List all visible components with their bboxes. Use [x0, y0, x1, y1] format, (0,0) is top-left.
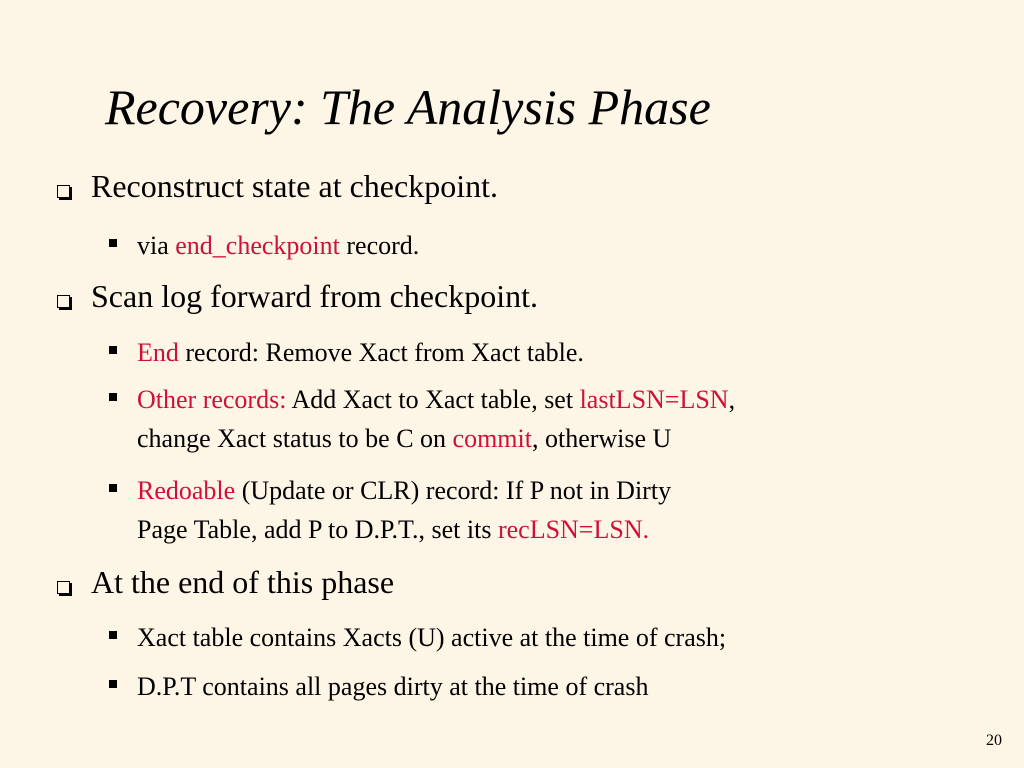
highlight-term: lastLSN=LSN — [579, 385, 729, 414]
sub-bullet-text: via — [137, 231, 176, 260]
bullet-text: At the end of this phase — [91, 564, 395, 600]
square-bullet-icon — [109, 680, 117, 688]
sub-bullet-text: (Update or CLR) record: If P not in Dirty — [235, 476, 672, 505]
square-bullet-icon — [109, 631, 117, 639]
bullet-reconstruct — [91, 168, 498, 205]
sub-bullet-redoable — [137, 471, 671, 549]
checkbox-bullet-icon — [57, 295, 70, 308]
highlight-term: End — [137, 338, 179, 367]
checkbox-bullet-icon — [57, 185, 70, 198]
bullet-text: Reconstruct state at checkpoint. — [91, 168, 498, 204]
page-number: 20 — [986, 732, 1002, 749]
sub-bullet-text: record: Remove Xact from Xact table. — [178, 338, 584, 367]
sub-bullet-text: Add Xact to Xact table, set — [286, 385, 580, 414]
sub-bullet-text: Xact table contains Xacts (U) active at the time of crash; — [137, 623, 727, 652]
checkbox-bullet-icon — [57, 581, 70, 594]
sub-bullet-text: change Xact status to be C on — [137, 424, 453, 453]
sub-bullet-dpt — [137, 667, 648, 706]
highlight-term: Redoable — [137, 476, 236, 505]
bullet-text: Scan log forward from checkpoint. — [91, 278, 538, 314]
sub-bullet-xact-table — [137, 618, 726, 657]
square-bullet-icon — [109, 393, 117, 401]
square-bullet-icon — [109, 239, 117, 247]
highlight-term: end_checkpoint — [175, 231, 340, 260]
bullet-scan-log — [91, 278, 538, 315]
sub-bullet-text: , otherwise U — [531, 424, 672, 453]
highlight-term: commit — [452, 424, 532, 453]
square-bullet-icon — [109, 346, 117, 354]
highlight-term: recLSN=LSN. — [497, 515, 650, 544]
highlight-term: Other records: — [137, 385, 287, 414]
sub-bullet-other-records — [137, 380, 735, 458]
sub-bullet-text: record. — [339, 231, 420, 260]
sub-bullet-text: , — [728, 385, 736, 414]
sub-bullet-via-end-checkpoint — [137, 226, 419, 265]
square-bullet-icon — [109, 484, 117, 492]
sub-bullet-text: Page Table, add P to D.P.T., set its — [137, 515, 498, 544]
slide-title: Recovery: The Analysis Phase — [105, 79, 711, 135]
sub-bullet-text: D.P.T contains all pages dirty at the time of crash — [137, 672, 649, 701]
sub-bullet-end-record — [137, 333, 584, 372]
bullet-end-of-phase — [91, 564, 394, 601]
